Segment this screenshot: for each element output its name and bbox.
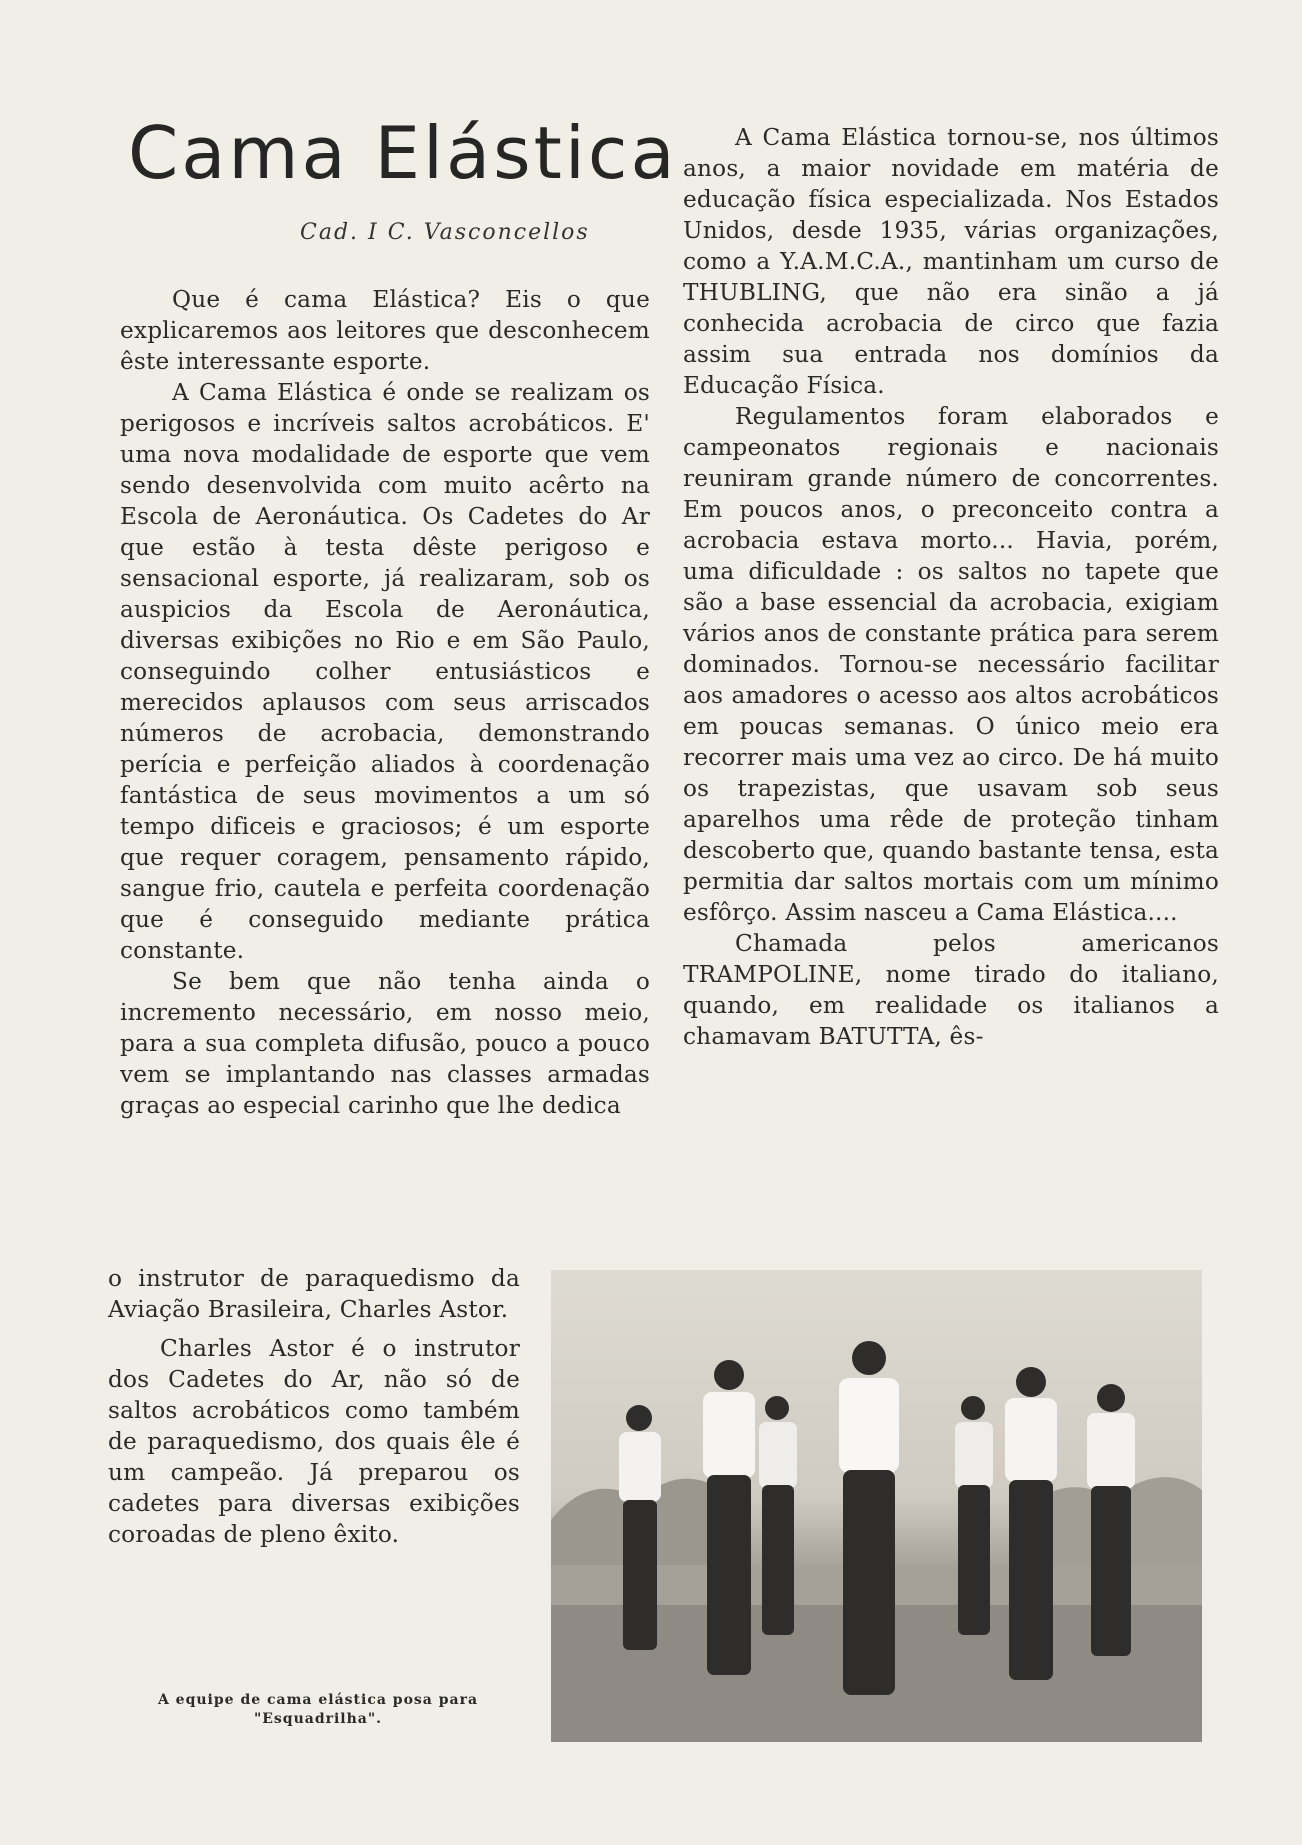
photo-caption: A equipe de cama elástica posa para "Esquadrilha". (157, 1692, 479, 1727)
article-byline: Cad. I C. Vasconcellos (300, 220, 590, 245)
cadet-figure (839, 1341, 899, 1695)
left-column (120, 284, 650, 1121)
paragraph: Que é cama Elástica? Eis o que explicaremos aos leitores que desconhecem êste interessante esporte. (120, 286, 650, 375)
paragraph: A Cama Elástica tornou-se, nos últimos anos, a maior novidade em matéria de educação física especializada. Nos Estados Unidos, desde 1935, várias organizações, como a Y.A.M.C.A., mantinham um curso de THUBLING, que não era sinão a já conhecida acrobacia de circo que fazia assim sua entrada nos domínios da Educação Física. (683, 124, 1219, 399)
team-photo-image (551, 1270, 1202, 1742)
paragraph: Chamada pelos americanos TRAMPOLINE, nome tirado do italiano, quando, em realidade os italianos a chamavam BATUTTA, ês- (683, 930, 1219, 1050)
cadet-figure (1087, 1384, 1135, 1656)
left-column-continued (108, 1263, 520, 1550)
cadet-figure (619, 1405, 661, 1650)
article-title: Cama Elástica (128, 111, 678, 195)
cadet-figure (759, 1396, 797, 1635)
paragraph: o instrutor de paraquedismo da Aviação Brasileira, Charles Astor. (108, 1265, 520, 1323)
team-photo (551, 1270, 1202, 1742)
paragraph: Charles Astor é o instrutor dos Cadetes do Ar, não só de saltos acrobáticos como também de paraquedismo, dos quais êle é um campeão. Já preparou os cadetes para diversas exibições coroadas de pleno êxito. (108, 1335, 520, 1548)
paragraph: Se bem que não tenha ainda o incremento necessário, em nosso meio, para a sua completa difusão, pouco a pouco vem se implantando nas classes armadas graças ao especial carinho que lhe dedica (120, 968, 650, 1119)
right-column (683, 122, 1219, 1052)
cadet-figure (955, 1396, 993, 1635)
cadet-figure (1005, 1367, 1057, 1680)
paragraph: A Cama Elástica é onde se realizam os perigosos e incríveis saltos acrobáticos. E' uma nova modalidade de esporte que vem sendo desenvolvida com muito acêrto na Escola de Aeronáutica. Os Cadetes do Ar que estão à testa dêste perigoso e sensacional esporte, já realizaram, sob os auspicios da Escola de Aeronáutica, diversas exibições no Rio e em São Paulo, conseguindo colher entusiásticos e merecidos aplausos com seus arriscados números de acrobacia, demonstrando perícia e perfeição aliados à coordenação fantástica de seus movimentos a um só tempo dificeis e graciosos; é um esporte que requer coragem, pensamento rápido, sangue frio, cautela e perfeita coordenação que é conseguido mediante prática constante. (120, 379, 650, 964)
cadet-figure (703, 1360, 755, 1675)
paragraph: Regulamentos foram elaborados e campeonatos regionais e nacionais reuniram grande número de concorrentes. Em poucos anos, o preconceito contra a acrobacia estava morto... Havia, porém, uma dificuldade : os saltos no tapete que são a base essencial da acrobacia, exigiam vários anos de constante prática para serem dominados. Tornou-se necessário facilitar aos amadores o acesso aos altos acrobáticos em poucas semanas. O único meio era recorrer mais uma vez ao circo. De há muito os trapezistas, que usavam sob seus aparelhos uma rêde de proteção tinham descoberto que, quando bastante tensa, esta permitia dar saltos mortais com um mínimo esfôrço. Assim nasceu a Cama Elástica.... (683, 403, 1219, 926)
